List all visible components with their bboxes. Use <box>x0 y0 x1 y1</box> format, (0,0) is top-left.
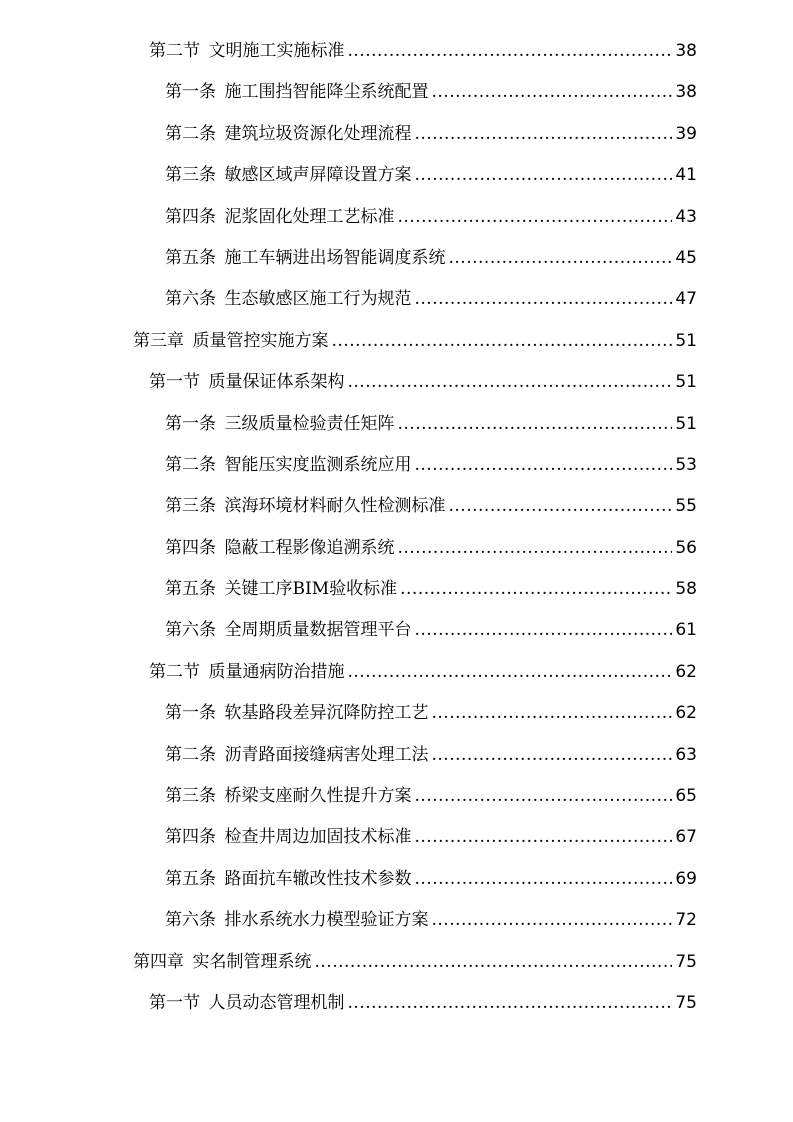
toc-page-number: 51 <box>675 330 697 351</box>
toc-entry-text: 滨海环境材料耐久性检测标准 <box>224 496 446 517</box>
toc-dot-leader <box>449 238 673 279</box>
toc-dot-leader <box>415 114 673 155</box>
toc-entry-title <box>133 321 329 362</box>
toc-entry-title <box>165 197 395 238</box>
toc-page-number: 55 <box>675 496 697 517</box>
toc-dot-leader <box>449 486 673 527</box>
toc-page-number: 43 <box>675 206 697 227</box>
toc-entry-text: 质量保证体系架构 <box>208 372 345 393</box>
toc-entry-number: 第二条 <box>165 744 216 765</box>
toc-entry-number: 第四章 <box>133 951 184 972</box>
toc-dot-leader <box>348 983 673 1024</box>
toc-entry-title <box>165 610 412 651</box>
table-of-contents <box>0 31 793 1024</box>
toc-dot-leader <box>348 31 673 72</box>
toc-entry-number: 第四条 <box>165 206 216 227</box>
toc-entry[interactable] <box>0 776 793 817</box>
toc-entry-title <box>165 445 412 486</box>
toc-dot-leader <box>415 859 673 900</box>
toc-entry[interactable] <box>0 31 793 72</box>
toc-entry-number: 第三章 <box>133 330 184 351</box>
toc-page-number: 72 <box>675 910 697 931</box>
toc-entry[interactable] <box>0 859 793 900</box>
toc-entry[interactable] <box>0 404 793 445</box>
toc-entry-text: 质量管控实施方案 <box>192 330 329 351</box>
toc-dot-leader <box>400 569 672 610</box>
toc-entry-text: 敏感区域声屏障设置方案 <box>224 165 412 186</box>
toc-entry-title <box>165 859 412 900</box>
toc-entry-number: 第一节 <box>149 992 200 1013</box>
toc-entry[interactable] <box>0 445 793 486</box>
toc-page-number: 51 <box>675 372 697 393</box>
toc-entry-text: 生态敏感区施工行为规范 <box>224 289 412 310</box>
toc-entry-number: 第三条 <box>165 165 216 186</box>
toc-page-number: 75 <box>675 992 697 1013</box>
toc-entry-title <box>165 900 429 941</box>
toc-page-number: 53 <box>675 454 697 475</box>
toc-entry[interactable] <box>0 72 793 113</box>
toc-dot-leader <box>415 279 673 320</box>
toc-entry-number: 第一条 <box>165 703 216 724</box>
toc-page-number: 75 <box>675 951 697 972</box>
toc-page-number: 69 <box>675 868 697 889</box>
toc-entry-title <box>165 569 397 610</box>
toc-entry-number: 第三条 <box>165 786 216 807</box>
toc-entry-number: 第六条 <box>165 620 216 641</box>
toc-dot-leader <box>398 197 673 238</box>
toc-entry[interactable] <box>0 238 793 279</box>
toc-entry-text: 沥青路面接缝病害处理工法 <box>224 744 429 765</box>
toc-entry-number: 第五条 <box>165 868 216 889</box>
toc-entry[interactable] <box>0 197 793 238</box>
toc-entry-number: 第四条 <box>165 827 216 848</box>
toc-entry[interactable] <box>0 693 793 734</box>
toc-entry[interactable] <box>0 114 793 155</box>
toc-page-number: 63 <box>675 744 697 765</box>
toc-entry-text: 检查井周边加固技术标准 <box>224 827 412 848</box>
toc-dot-leader <box>415 155 673 196</box>
toc-page-number: 65 <box>675 786 697 807</box>
toc-entry[interactable] <box>0 279 793 320</box>
toc-entry-title <box>133 942 312 983</box>
toc-entry-text: 施工车辆进出场智能调度系统 <box>224 247 446 268</box>
toc-entry[interactable] <box>0 942 793 983</box>
toc-page-number: 67 <box>675 827 697 848</box>
toc-page-number: 56 <box>675 537 697 558</box>
toc-dot-leader <box>315 942 673 983</box>
toc-entry[interactable] <box>0 569 793 610</box>
toc-entry-number: 第六条 <box>165 289 216 310</box>
toc-dot-leader <box>415 776 673 817</box>
toc-entry-title <box>165 776 412 817</box>
toc-entry-title <box>165 279 412 320</box>
toc-entry-number: 第六条 <box>165 910 216 931</box>
toc-entry-title <box>165 72 429 113</box>
toc-page-number: 62 <box>675 703 697 724</box>
toc-entry-number: 第二节 <box>149 661 200 682</box>
toc-entry-title <box>165 114 412 155</box>
toc-entry-text: 泥浆固化处理工艺标准 <box>224 206 395 227</box>
toc-entry[interactable] <box>0 652 793 693</box>
toc-page-number: 51 <box>675 413 697 434</box>
toc-entry-text: 路面抗车辙改性技术参数 <box>224 868 412 889</box>
toc-entry-text: 三级质量检验责任矩阵 <box>224 413 395 434</box>
toc-dot-leader <box>398 528 673 569</box>
toc-entry[interactable] <box>0 362 793 403</box>
toc-entry-number: 第二节 <box>149 41 200 61</box>
toc-entry-text: 桥梁支座耐久性提升方案 <box>224 786 412 807</box>
toc-dot-leader <box>398 404 673 445</box>
toc-entry-text: 排水系统水力模型验证方案 <box>224 910 429 931</box>
toc-entry-number: 第四条 <box>165 537 216 558</box>
toc-page-number: 45 <box>675 247 697 268</box>
toc-entry-title <box>149 983 345 1024</box>
toc-page-number: 38 <box>675 82 697 103</box>
toc-dot-leader <box>432 72 673 113</box>
toc-dot-leader <box>348 652 673 693</box>
toc-entry-number: 第一节 <box>149 372 200 393</box>
toc-entry[interactable] <box>0 735 793 776</box>
toc-entry-title <box>165 817 412 858</box>
toc-entry-title <box>165 404 395 445</box>
toc-entry[interactable] <box>0 900 793 941</box>
toc-dot-leader <box>415 445 673 486</box>
toc-dot-leader <box>332 321 673 362</box>
toc-entry-number: 第一条 <box>165 413 216 434</box>
toc-page-number: 39 <box>675 123 697 144</box>
toc-page-number: 58 <box>675 579 697 600</box>
toc-entry-text: 人员动态管理机制 <box>208 992 345 1013</box>
toc-page-number: 62 <box>675 661 697 682</box>
toc-entry-text: 关键工序BIM验收标准 <box>224 579 398 600</box>
toc-entry[interactable] <box>0 983 793 1024</box>
toc-entry-text: 智能压实度监测系统应用 <box>224 454 412 475</box>
toc-entry-number: 第一条 <box>165 82 216 103</box>
toc-entry-title <box>165 486 446 527</box>
toc-entry-text: 文明施工实施标准 <box>208 41 345 61</box>
toc-entry-number: 第二条 <box>165 454 216 475</box>
toc-entry-title <box>149 362 345 403</box>
toc-entry-text: 施工围挡智能降尘系统配置 <box>224 82 429 103</box>
toc-dot-leader <box>415 817 673 858</box>
toc-page-number: 38 <box>675 41 697 61</box>
toc-dot-leader <box>432 900 673 941</box>
toc-entry[interactable] <box>0 817 793 858</box>
toc-dot-leader <box>432 693 673 734</box>
toc-entry-title <box>149 31 345 72</box>
toc-entry-title <box>165 693 429 734</box>
toc-entry-title <box>165 735 429 776</box>
toc-entry[interactable] <box>0 610 793 651</box>
toc-dot-leader <box>415 610 673 651</box>
toc-entry-text: 全周期质量数据管理平台 <box>224 620 412 641</box>
toc-entry-text: 软基路段差异沉降防控工艺 <box>224 703 429 724</box>
toc-entry-title <box>165 238 446 279</box>
toc-dot-leader <box>432 735 673 776</box>
toc-entry-text: 隐蔽工程影像追溯系统 <box>224 537 395 558</box>
toc-entry-text: 建筑垃圾资源化处理流程 <box>224 123 412 144</box>
toc-entry[interactable] <box>0 321 793 362</box>
toc-entry-text: 实名制管理系统 <box>192 951 312 972</box>
toc-entry-title <box>165 528 395 569</box>
toc-entry-title <box>165 155 412 196</box>
toc-entry[interactable] <box>0 528 793 569</box>
toc-dot-leader <box>348 362 673 403</box>
toc-entry-number: 第二条 <box>165 123 216 144</box>
toc-page-number: 47 <box>675 289 697 310</box>
toc-entry-number: 第五条 <box>165 579 216 600</box>
toc-entry-text: 质量通病防治措施 <box>208 661 345 682</box>
toc-entry-title <box>149 652 345 693</box>
toc-entry-number: 第五条 <box>165 247 216 268</box>
toc-entry[interactable] <box>0 155 793 196</box>
toc-entry[interactable] <box>0 486 793 527</box>
toc-entry-number: 第三条 <box>165 496 216 517</box>
toc-page-number: 61 <box>675 620 697 641</box>
toc-page-number: 41 <box>675 165 697 186</box>
